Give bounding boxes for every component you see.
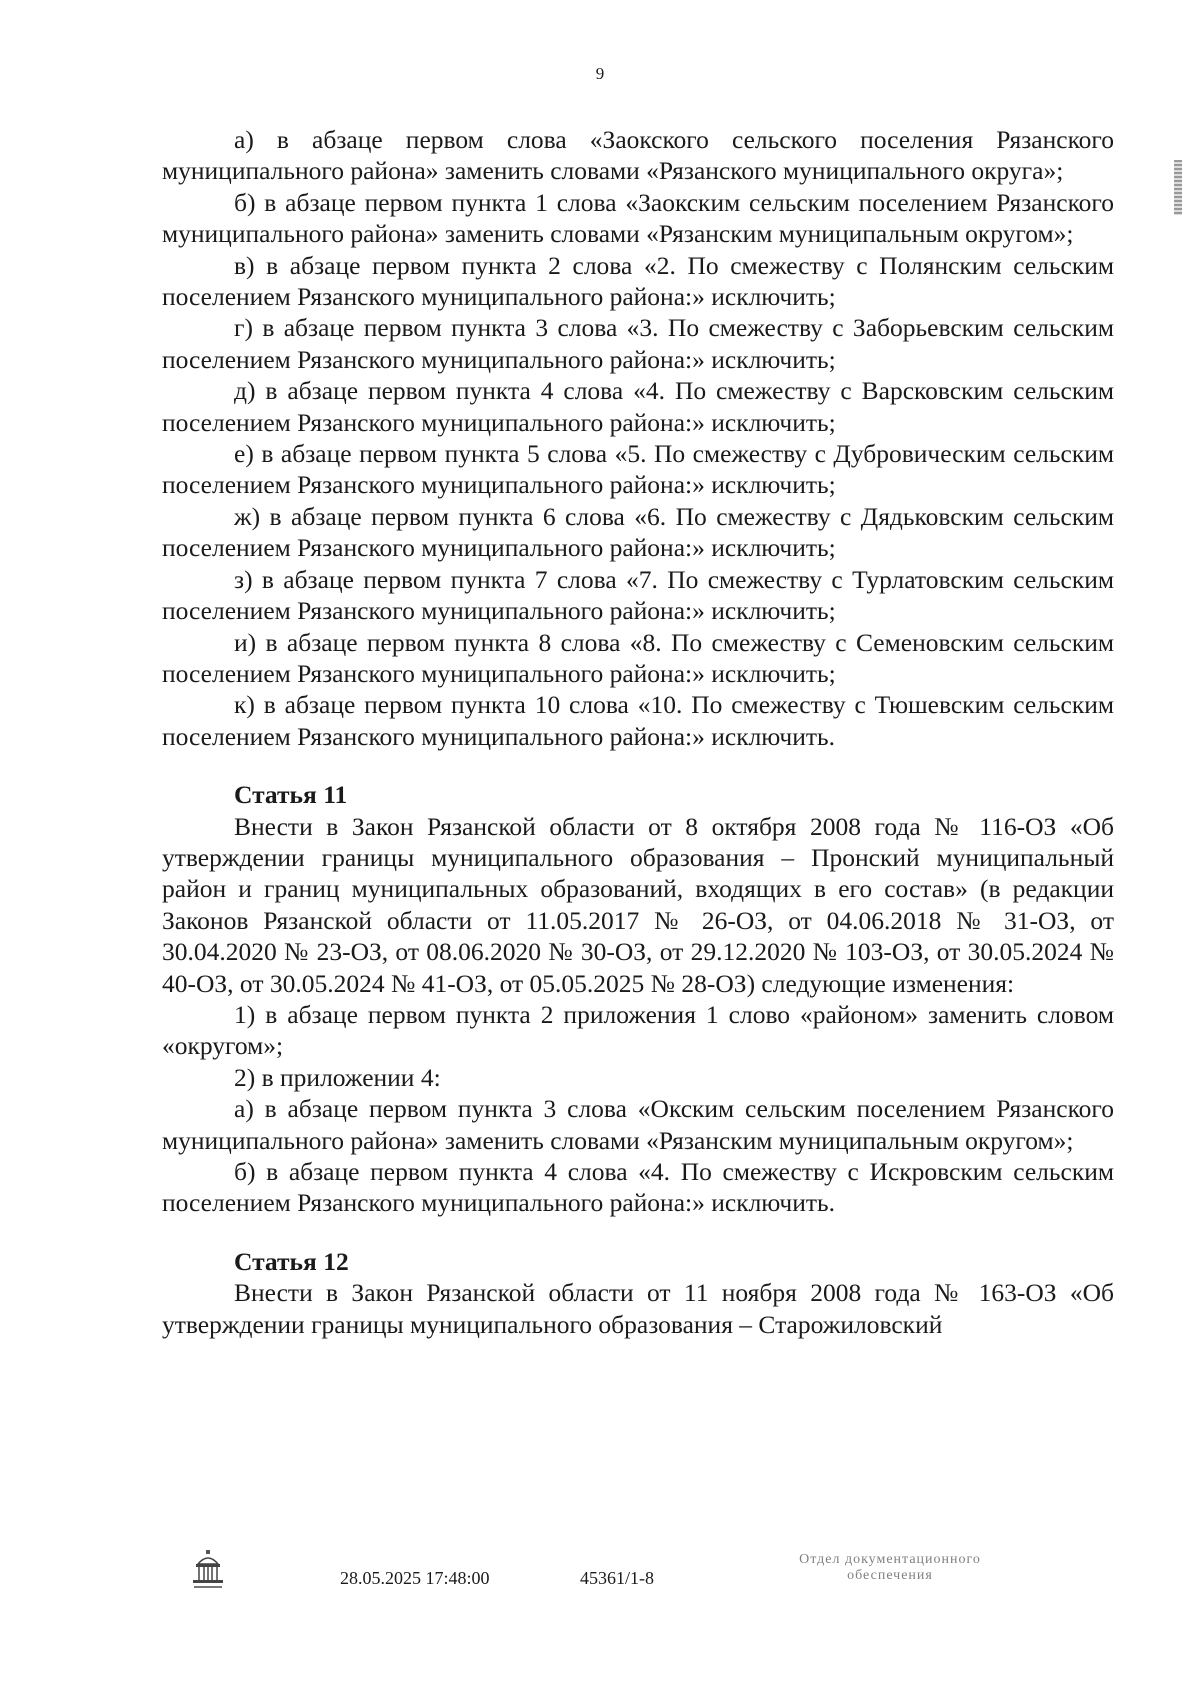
- page-footer: [0, 1550, 1200, 1650]
- paragraph: б) в абзаце первом пункта 4 слова «4. По смежеству с Искровским сельским поселением Рязанского муниципального района:» исключить.: [162, 1157, 1114, 1218]
- scan-artifact-mark: [1174, 160, 1182, 215]
- article-12-heading: Статья 12: [234, 1246, 349, 1276]
- footer-datetime: 28.05.2025 17:48:00: [340, 1568, 490, 1588]
- paragraph: Внести в Закон Рязанской области от 8 октября 2008 года № 116-ОЗ «Об утверждении границы муниципального образования – Пронский муниципальный район и границ муниципальных образований, входящих в его состав» (в редакции Законов Рязанской области от 11.05.2017 № 26-ОЗ, от 04.06.2018 № 31-ОЗ, от 30.04.2020 № 23-ОЗ, от 08.06.2020 № 30-ОЗ, от 29.12.2020 № 103-ОЗ, от 30.05.2024 № 40-ОЗ, от 30.05.2024 № 41-ОЗ, от 05.05.2025 № 28-ОЗ) следующие изменения:: [162, 811, 1114, 998]
- paragraph: е) в абзаце первом пункта 5 слова «5. По смежеству с Дубровическим сельским поселением Рязанского муниципального района:» исключить;: [162, 439, 1114, 500]
- paragraph: г) в абзаце первом пункта 3 слова «3. По смежеству с Заборьевским сельским поселением Рязанского муниципального района:» исключить;: [162, 313, 1114, 374]
- duma-logo-icon: [190, 1550, 226, 1592]
- paragraph: 1) в абзаце первом пункта 2 приложения 1 слово «районом» заменить словом «округом»;: [162, 999, 1114, 1061]
- page-number: 9: [595, 64, 605, 83]
- paragraph: д) в абзаце первом пункта 4 слова «4. По смежеству с Варсковским сельским поселением Рязанского муниципального района:» исключить;: [162, 376, 1114, 437]
- paragraph: ж) в абзаце первом пункта 6 слова «6. По смежеству с Дядьковским сельским поселением Рязанского муниципального района:» исключить;: [162, 501, 1114, 563]
- stamp-line: Отдел документационного: [799, 1552, 981, 1567]
- paragraph: к) в абзаце первом пункта 10 слова «10. По смежеству с Тюшевским сельским поселением Рязанского муниципального района:» исключить.: [162, 690, 1114, 751]
- paragraph: 2) в приложении 4:: [234, 1062, 441, 1092]
- paragraph: з) в абзаце первом пункта 7 слова «7. По смежеству с Турлатовским сельским поселением Рязанского муниципального района:» исключить;: [162, 564, 1114, 626]
- article-11-heading: Статья 11: [234, 780, 348, 810]
- document-body: [162, 124, 1114, 1340]
- footer-doc-code: 45361/1-8: [580, 1568, 654, 1588]
- paragraph: в) в абзаце первом пункта 2 слова «2. По смежеству с Полянским сельским поселением Рязанского муниципального района:» исключить;: [162, 250, 1114, 312]
- department-stamp: [740, 1552, 1040, 1584]
- paragraph: Внести в Закон Рязанской области от 11 ноября 2008 года № 163-ОЗ «Об утверждении границы муниципального образования – Старожиловский: [162, 1278, 1114, 1339]
- stamp-line: обеспечения: [847, 1568, 933, 1583]
- paragraph: б) в абзаце первом пункта 1 слова «Заокским сельским поселением Рязанского муниципального района» заменить словами «Рязанским муниципальным округом»;: [162, 187, 1114, 249]
- paragraph: а) в абзаце первом пункта 3 слова «Окским сельским поселением Рязанского муниципального района» заменить словами «Рязанским муниципальным округом»;: [162, 1094, 1114, 1155]
- paragraph: и) в абзаце первом пункта 8 слова «8. По смежеству с Семеновским сельским поселением Рязанского муниципального района:» исключить;: [162, 627, 1114, 688]
- paragraph: а) в абзаце первом слова «Заокского сельского поселения Рязанского муниципального района» заменить словами «Рязанского муниципального округа»;: [162, 125, 1114, 186]
